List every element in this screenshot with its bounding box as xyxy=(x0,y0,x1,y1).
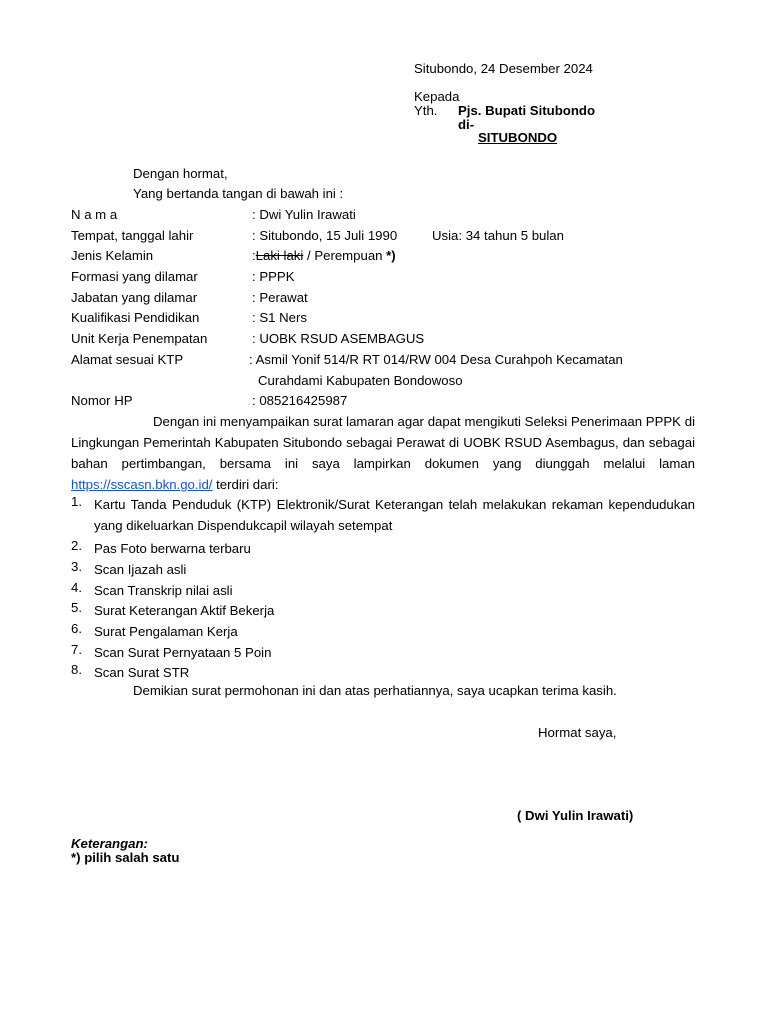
signature-name: ( Dwi Yulin Irawati) xyxy=(517,808,634,823)
list-number: 7. xyxy=(71,642,82,657)
intro-text: Yang bertanda tangan di bawah ini : xyxy=(133,186,344,201)
note-title: Keterangan: xyxy=(71,836,148,851)
closing-text: Demikian surat permohonan ini dan atas perhatiannya, saya ucapkan terima kasih. xyxy=(133,683,617,698)
field-label: Alamat sesuai KTP xyxy=(71,352,184,367)
list-number: 6. xyxy=(71,621,82,636)
field-label: Tempat, tanggal lahir xyxy=(71,228,194,243)
field-label: Kualifikasi Pendidikan xyxy=(71,310,200,325)
list-text: Surat Pengalaman Kerja xyxy=(94,624,238,639)
recipient-name: Pjs. Bupati Situbondo xyxy=(458,103,595,118)
list-text: Surat Keterangan Aktif Bekerja xyxy=(94,603,275,618)
field-value: : Dwi Yulin Irawati xyxy=(252,207,356,222)
field-value: : PPPK xyxy=(252,269,295,284)
field-value: : Situbondo, 15 Juli 1990 xyxy=(252,228,398,243)
place-date: Situbondo, 24 Desember 2024 xyxy=(414,61,593,76)
usia-value: : 34 tahun 5 bulan xyxy=(458,228,564,243)
list-text: Scan Transkrip nilai asli xyxy=(94,583,233,598)
regards: Hormat saya, xyxy=(538,725,617,740)
usia-field xyxy=(432,228,564,245)
field-value: : Asmil Yonif 514/R RT 014/RW 004 Desa Curahpoh Kecamatan xyxy=(249,352,623,367)
jk-struck-option: Laki laki xyxy=(255,248,304,263)
field-value: : UOBK RSUD ASEMBAGUS xyxy=(252,331,425,346)
field-label: Jenis Kelamin xyxy=(71,248,154,263)
jk-selected-option: / Perempuan xyxy=(303,248,387,263)
list-number: 4. xyxy=(71,580,82,595)
list-text: Kartu Tanda Penduduk (KTP) Elektronik/Surat Keterangan telah melakukan rekaman kependudukan yang dikeluarkan Dispendukcapil wilayah setempat xyxy=(94,497,695,533)
field-value: : 085216425987 xyxy=(252,393,348,408)
list-text: Scan Surat STR xyxy=(94,665,190,680)
field-label: Formasi yang dilamar xyxy=(71,269,198,284)
list-text: Scan Surat Pernyataan 5 Poin xyxy=(94,645,272,660)
greeting: Dengan hormat, xyxy=(133,166,228,181)
field-label: Jabatan yang dilamar xyxy=(71,290,198,305)
field-label: Nomor HP xyxy=(71,393,133,408)
list-number: 2. xyxy=(71,538,82,553)
usia-label: Usia xyxy=(432,228,459,243)
field-value: : S1 Ners xyxy=(252,310,307,325)
recipient-city: SITUBONDO xyxy=(478,130,558,145)
body-paragraph xyxy=(71,411,695,495)
jk-colon: : xyxy=(252,248,256,263)
body-text: Dengan ini menyampaikan surat lamaran agar dapat mengikuti Seleksi Penerimaan PPPK di Lingkungan Pemerintah Kabupaten Situbondo sebagai Perawat di UOBK RSUD Asembagus, dan sebagai bahan pertimbangan, bersama ini saya lampirkan dokumen yang diunggah melalui laman xyxy=(71,414,695,471)
kepada-label: Kepada xyxy=(414,89,460,104)
field-value xyxy=(252,248,396,265)
list-number: 8. xyxy=(71,662,82,677)
recipient-di: di- xyxy=(458,117,475,132)
body-after-link: terdiri dari: xyxy=(212,477,279,492)
list-number: 1. xyxy=(71,494,82,509)
list-number: 5. xyxy=(71,600,82,615)
list-text: Scan Ijazah asli xyxy=(94,562,187,577)
list-text: Pas Foto berwarna terbaru xyxy=(94,541,251,556)
list-number: 3. xyxy=(71,559,82,574)
list-item xyxy=(71,494,695,536)
field-label: Unit Kerja Penempatan xyxy=(71,331,208,346)
field-label: N a m a xyxy=(71,207,118,222)
field-value: : Perawat xyxy=(252,290,308,305)
jk-footnote-mark: *) xyxy=(386,248,396,263)
note-text: *) pilih salah satu xyxy=(71,850,180,865)
yth-label: Yth. xyxy=(414,103,438,118)
field-value-line2: Curahdami Kabupaten Bondowoso xyxy=(258,373,463,388)
sscasn-link[interactable]: https://sscasn.bkn.go.id/ xyxy=(71,477,213,492)
